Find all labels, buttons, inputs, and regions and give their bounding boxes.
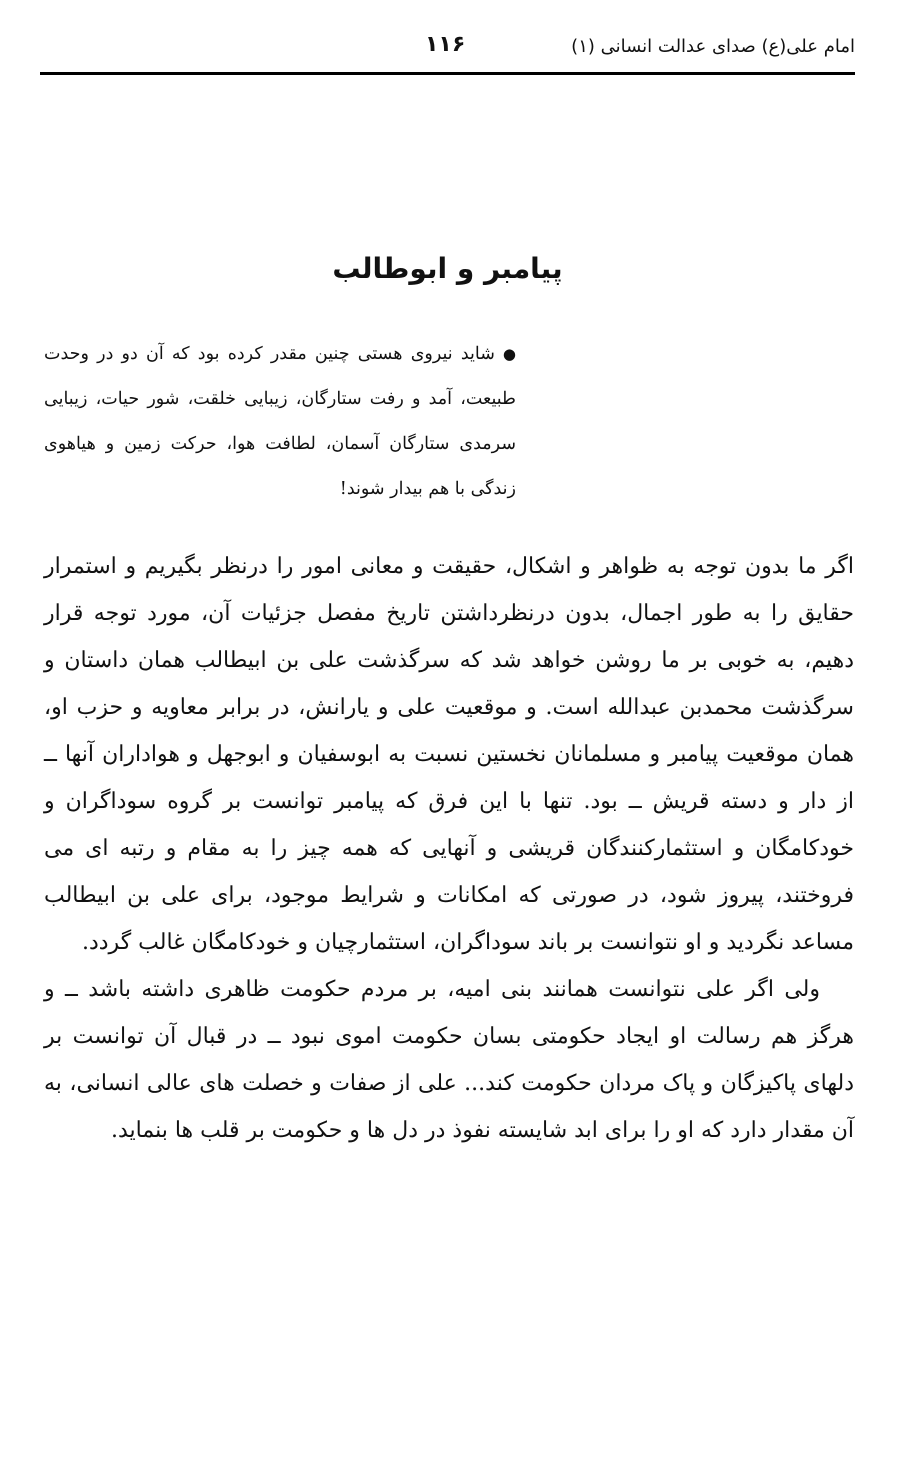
- page-header: [40, 30, 855, 74]
- header-divider: [40, 72, 855, 75]
- epigraph: [44, 332, 516, 512]
- section-title: پیامبر و ابوطالب: [332, 252, 563, 285]
- paragraph: ولی اگر علی نتوانست همانند بنی امیه، بر مردم حکومت ظاهری داشته باشد ــ و هرگز هم رسالت او ایجاد حکومتی بسان حکومت اموی نبود ــ در قبال آن توانست بر دلهای پاکیزگان و پاک مردان حکومت کند... علی از صفات و خصلت های عالی انسانی، به آن مقدار دارد که او را برای ابد شایسته نفوذ در دل ها و حکومت بر قلب ها بنماید.: [44, 977, 854, 1143]
- page-number: ۱۱۶: [425, 32, 466, 57]
- body-text: [44, 543, 854, 1154]
- paragraph: اگر ما بدون توجه به ظواهر و اشکال، حقیقت و معانی امور را درنظر بگیریم و استمرار حقایق را به طور اجمال، بدون درنظرداشتن تاریخ مفصل جزئیات آن، مورد توجه قرار دهیم، به خوبی بر ما روشن خواهد شد که سرگذشت علی بن ابیطالب همان داستان و سرگذشت محمدبن عبدالله است. و موقعیت علی و یارانش، در برابر معاویه و حزب او، همان موقعیت پیامبر و مسلمانان نخستین نسبت به ابوسفیان و ابوجهل و هواداران آنها ــ از دار و دسته قریش ــ بود. تنها با این فرق که پیامبر توانست بر گروه سوداگران و خودکامگان و استثمارکنندگان قریشی و آنهایی که همه چیز را به مقام و رتبه ای می فروختند، پیروز شود، در صورتی که امکانات و شرایط موجود، برای علی بن ابیطالب مساعد نگردید و او نتوانست بر باند سوداگران، استثمارچیان و خودکامگان غالب گردد.: [44, 554, 854, 955]
- running-title: امام علی(ع) صدای عدالت انسانی (۱): [571, 36, 855, 57]
- bullet-icon: ●: [502, 345, 516, 363]
- epigraph-text: شاید نیروی هستی چنین مقدر کرده بود که آن دو در وحدت طبیعت، آمد و رفت ستارگان، زیبایی خلقت، شور حیات، زیبایی سرمدی ستارگان آسمان، لطافت هوا، حرکت زمین و هیاهوی زندگی با هم بیدار شوند!: [44, 344, 516, 499]
